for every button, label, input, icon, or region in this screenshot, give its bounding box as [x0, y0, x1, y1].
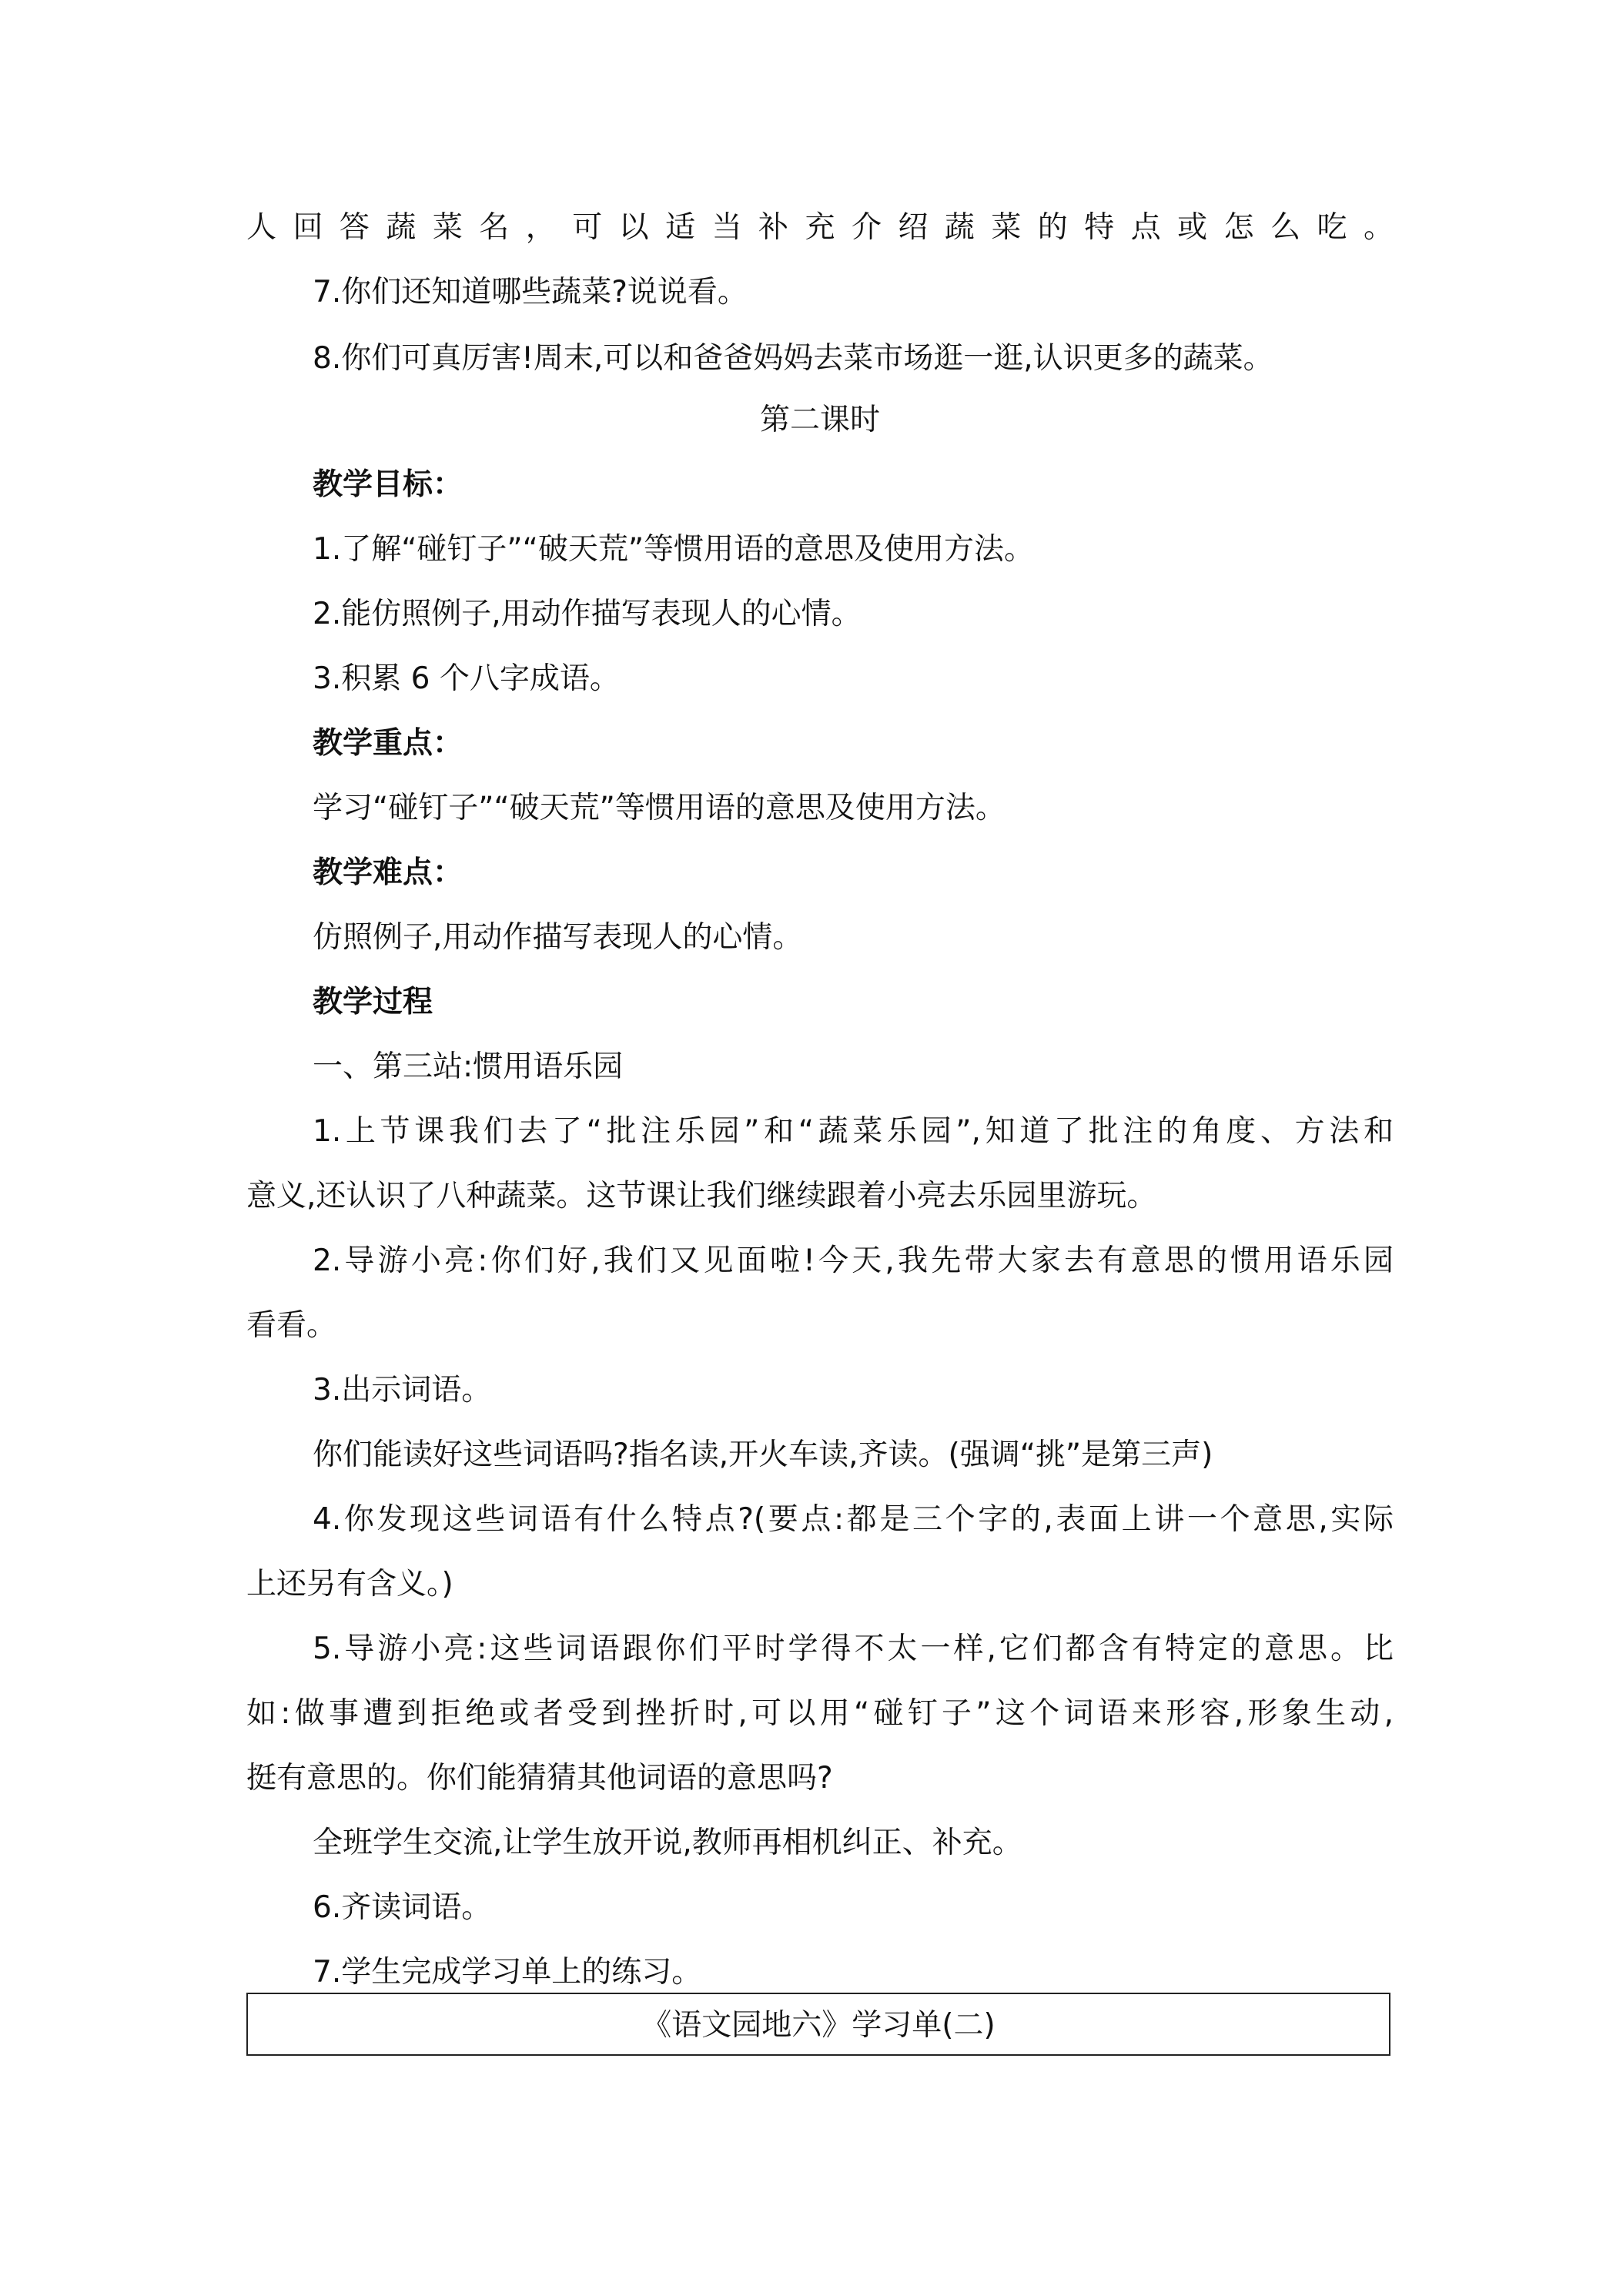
paragraph-line: 你们能读好这些词语吗?指名读,开火车读,齐读。(强调“挑”是第三声) — [313, 1438, 1213, 1472]
paragraph-line: 1.上节课我们去了“批注乐园”和“蔬菜乐园”,知道了批注的角度、方法和 — [313, 1114, 1394, 1149]
paragraph-line: 看看。 — [246, 1308, 337, 1343]
paragraph-line: 7.你们还知道哪些蔬菜?说说看。 — [313, 275, 748, 310]
section-title: 第二课时 — [759, 403, 880, 437]
paragraph-line: 5.导游小亮:这些词语跟你们平时学得不太一样,它们都含有特定的意思。比 — [313, 1632, 1394, 1666]
paragraph-line: 2.导游小亮:你们好,我们又见面啦!今天,我先带大家去有意思的惯用语乐园 — [313, 1243, 1394, 1278]
paragraph-line: 学习“碰钉子”“破天荒”等惯用语的意思及使用方法。 — [313, 791, 1006, 825]
subheading: 一、第三站:惯用语乐园 — [313, 1049, 624, 1084]
paragraph-line: 仿照例子,用动作描写表现人的心情。 — [313, 920, 803, 955]
paragraph-line: 6.齐读词语。 — [313, 1890, 492, 1925]
paragraph-line: 全班学生交流,让学生放开说,教师再相机纠正、补充。 — [313, 1826, 1022, 1860]
paragraph-line: 人回答蔬菜名，可以适当补充介绍蔬菜的特点或怎么吃。 — [246, 210, 1394, 245]
paragraph-line: 3.出示词语。 — [313, 1373, 492, 1407]
heading-process: 教学过程 — [313, 985, 433, 1019]
worksheet-table — [246, 1993, 1390, 2056]
heading-difficulties: 教学难点： — [313, 855, 463, 890]
goal-item: 2.能仿照例子,用动作描写表现人的心情。 — [313, 597, 862, 631]
worksheet-table-title: 《语文园地六》学习单(二) — [641, 2008, 996, 2043]
paragraph-line: 上还另有含义。) — [246, 1567, 453, 1602]
heading-key-points: 教学重点： — [313, 726, 463, 761]
paragraph-line: 挺有意思的。你们能猜猜其他词语的意思吗? — [246, 1761, 833, 1796]
heading-teaching-goals: 教学目标： — [313, 467, 463, 502]
paragraph-line: 意义,还认识了八种蔬菜。这节课让我们继续跟着小亮去乐园里游玩。 — [246, 1179, 1157, 1213]
goal-item: 1.了解“碰钉子”“破天荒”等惯用语的意思及使用方法。 — [313, 532, 1035, 567]
goal-item: 3.积累 6 个八字成语。 — [313, 661, 620, 696]
paragraph-line: 4.你发现这些词语有什么特点?(要点:都是三个字的,表面上讲一个意思,实际 — [313, 1502, 1394, 1537]
paragraph-line: 如:做事遭到拒绝或者受到挫折时,可以用“碰钉子”这个词语来形容,形象生动, — [246, 1696, 1394, 1731]
paragraph-line: 7.学生完成学习单上的练习。 — [313, 1955, 702, 1990]
paragraph-line: 8.你们可真厉害!周末,可以和爸爸妈妈去菜市场逛一逛,认识更多的蔬菜。 — [313, 341, 1273, 376]
